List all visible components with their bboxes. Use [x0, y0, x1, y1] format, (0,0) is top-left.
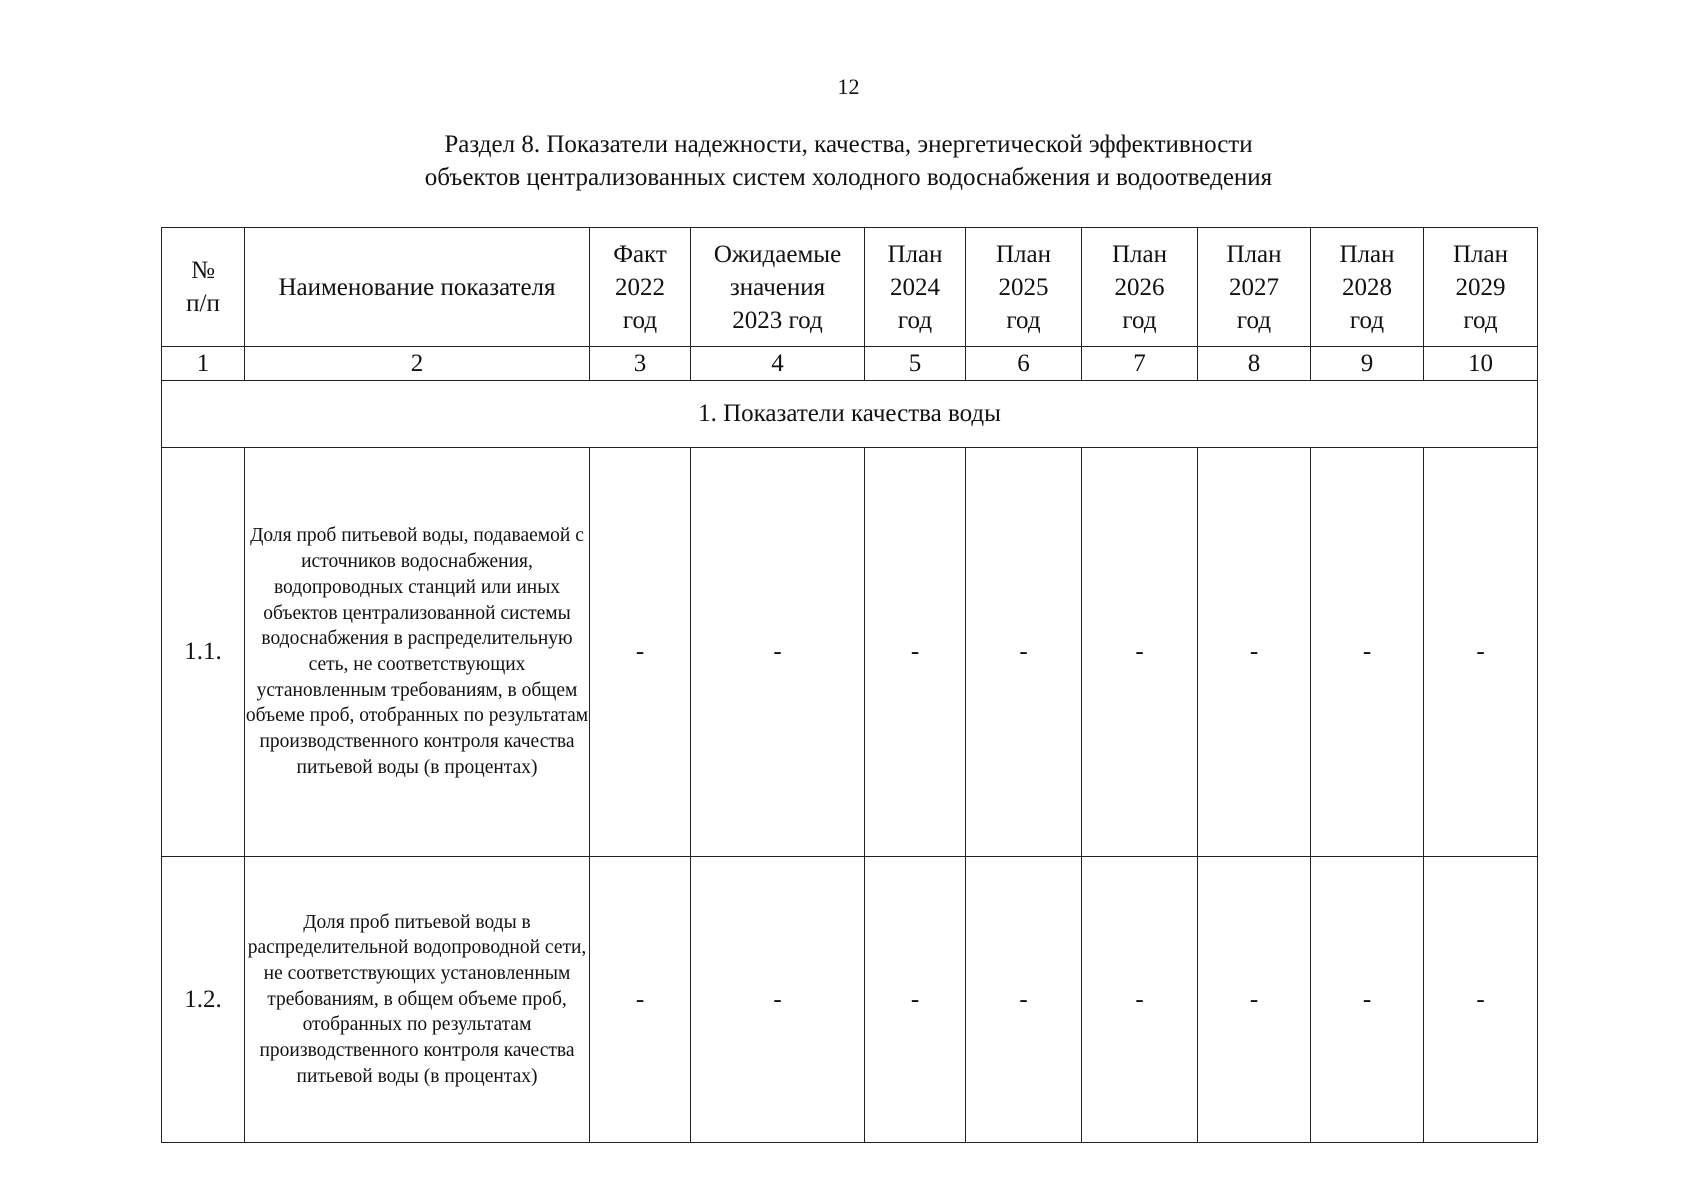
indicators-table: [161, 227, 1538, 1143]
column-number: 2: [245, 347, 590, 381]
section-title-line-2: объектов централизованных систем холодного водоснабжения и водоотведения: [424, 164, 1273, 191]
row-value: -: [1311, 857, 1424, 1143]
header-plan-2024: План 2024 год: [865, 228, 966, 347]
header-plan-2027: План 2027 год: [1198, 228, 1311, 347]
column-number: 6: [966, 347, 1082, 381]
header-indicator-name: Наименование показателя: [245, 228, 590, 347]
column-number: 10: [1424, 347, 1538, 381]
column-number: 5: [865, 347, 966, 381]
row-value: -: [1082, 448, 1198, 857]
section-title: [0, 128, 1697, 194]
row-value: -: [865, 448, 966, 857]
section-heading: 1. Показатели качества воды: [162, 381, 1538, 448]
page-number: 12: [837, 74, 860, 99]
column-number: 9: [1311, 347, 1424, 381]
section-title-line-1: Раздел 8. Показатели надежности, качества, энергетической эффективности: [444, 131, 1253, 158]
header-expected-2023: Ожидаемые значения 2023 год: [691, 228, 865, 347]
column-number: 1: [162, 347, 245, 381]
row-value: -: [966, 448, 1082, 857]
row-value: -: [1311, 448, 1424, 857]
header-row: [162, 228, 1538, 347]
header-number: № п/п: [162, 228, 245, 347]
column-number: 4: [691, 347, 865, 381]
row-value: -: [1424, 857, 1538, 1143]
header-plan-2029: План 2029 год: [1424, 228, 1538, 347]
row-value: -: [1424, 448, 1538, 857]
row-value: -: [1082, 857, 1198, 1143]
row-value: -: [590, 448, 691, 857]
header-plan-2028: План 2028 год: [1311, 228, 1424, 347]
row-indicator-name: Доля проб питьевой воды, подаваемой с источников водоснабжения, водопроводных станций или иных объектов централизованной системы водоснабжения в распределительную сеть, не соответствующих установленным требованиям, в общем объеме проб, отобранных по результатам производственного контроля качества питьевой воды (в процентах): [245, 448, 590, 857]
header-fact-2022: Факт 2022 год: [590, 228, 691, 347]
section-row: [162, 381, 1538, 448]
row-number: 1.2.: [162, 857, 245, 1143]
row-value: -: [1198, 448, 1311, 857]
column-number: 3: [590, 347, 691, 381]
row-value: -: [590, 857, 691, 1143]
table-row: [162, 448, 1538, 857]
column-number-row: [162, 347, 1538, 381]
row-value: -: [966, 857, 1082, 1143]
row-value: -: [691, 857, 865, 1143]
header-plan-2026: План 2026 год: [1082, 228, 1198, 347]
row-number: 1.1.: [162, 448, 245, 857]
row-value: -: [1198, 857, 1311, 1143]
row-value: -: [865, 857, 966, 1143]
row-value: -: [691, 448, 865, 857]
column-number: 7: [1082, 347, 1198, 381]
header-plan-2025: План 2025 год: [966, 228, 1082, 347]
column-number: 8: [1198, 347, 1311, 381]
row-indicator-name: Доля проб питьевой воды в распределительной водопроводной сети, не соответствующих установленным требованиям, в общем объеме проб, отобранных по результатам производственного контроля качества питьевой воды (в процентах): [245, 857, 590, 1143]
table-row: [162, 857, 1538, 1143]
